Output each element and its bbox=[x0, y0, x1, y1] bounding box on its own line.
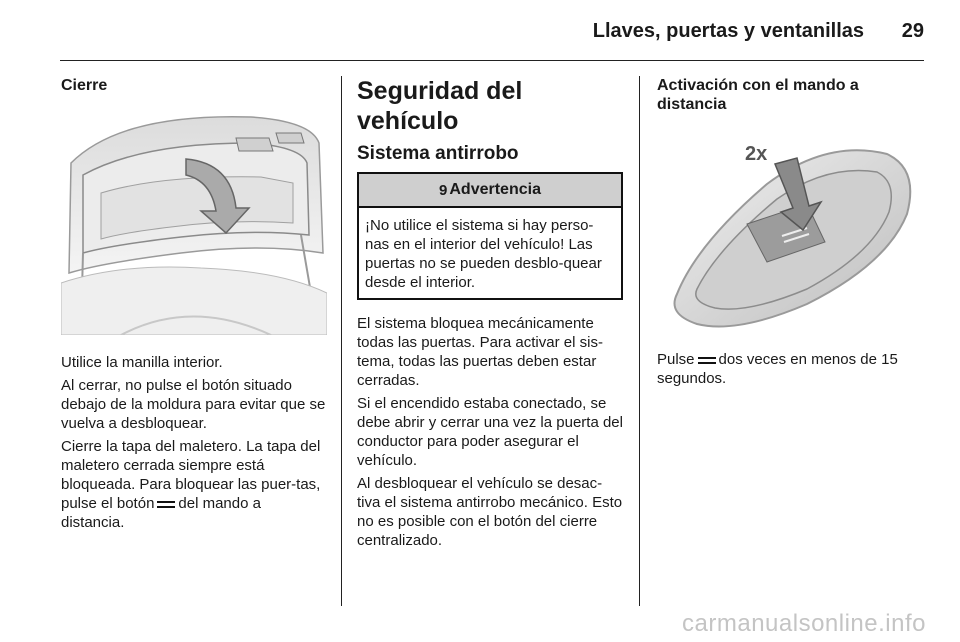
column-divider-2 bbox=[639, 76, 640, 606]
warning-icon: 9 bbox=[439, 181, 448, 199]
paragraph-tapa-text: Cierre la tapa del maletero. La tapa del maletero cerrada siempre está bloqueada. Para bloquear las puer-tas, pulse el botón bbox=[61, 438, 321, 512]
column-divider-1 bbox=[341, 76, 342, 606]
tailgate-interior-handle-illustration bbox=[61, 103, 327, 335]
warning-text: ¡No utilice el sistema si hay perso-nas en el interior del vehículo! Las puertas no se pueden desblo-quear desde el interior. bbox=[365, 217, 602, 291]
warning-box bbox=[357, 172, 623, 300]
watermark-text: carmanualsonline.info bbox=[682, 610, 926, 637]
section-heading-cierre: Cierre bbox=[61, 77, 108, 94]
header-rule bbox=[60, 60, 924, 61]
figure-label-2x: 2x bbox=[745, 143, 768, 165]
section-heading-activacion: Activación con el mando a distancia bbox=[657, 77, 859, 113]
paragraph-encendido: Si el encendido estaba conectado, se debe abrir y cerrar una vez la puerta del conductor para poder asegurar el vehículo. bbox=[357, 395, 623, 469]
paragraph-pulse-text-end: dos veces en menos de 15 segundos. bbox=[657, 351, 898, 387]
warning-header bbox=[359, 174, 621, 208]
column-cierre bbox=[61, 76, 327, 536]
lock-button-icon bbox=[697, 356, 717, 365]
paragraph-bloqueo: El sistema bloquea mecánicamente todas las puertas. Para activar el sis-tema, todas las puertas deben estar cerradas. bbox=[357, 315, 603, 389]
paragraph-manilla: Utilice la manilla interior. bbox=[61, 354, 223, 371]
column-seguridad bbox=[357, 76, 623, 554]
paragraph-tapa-text-end: del mando a distancia. bbox=[61, 495, 261, 531]
paragraph-tapa bbox=[61, 437, 327, 532]
warning-label: Advertencia bbox=[449, 181, 541, 198]
remote-key-illustration bbox=[657, 124, 921, 336]
paragraph-desbloqueo: Al desbloquear el vehículo se desac-tiva el sistema antirrobo mecánico. Esto no es posible con el botón del cierre centralizado. bbox=[357, 475, 623, 549]
running-header-title: Llaves, puertas y ventanillas bbox=[592, 20, 864, 42]
page-number: 29 bbox=[901, 20, 924, 42]
lock-button-icon bbox=[156, 500, 176, 509]
subsection-title-antirrobo: Sistema antirrobo bbox=[357, 143, 519, 164]
column-activacion bbox=[657, 76, 923, 392]
section-title-seguridad: Seguridad del vehículo bbox=[357, 77, 523, 135]
paragraph-pulse-text: Pulse bbox=[657, 351, 695, 368]
paragraph-boton: Al cerrar, no pulse el botón situado debajo de la moldura para evitar que se vuelva a desbloquear. bbox=[61, 377, 326, 432]
paragraph-pulse bbox=[657, 350, 923, 388]
